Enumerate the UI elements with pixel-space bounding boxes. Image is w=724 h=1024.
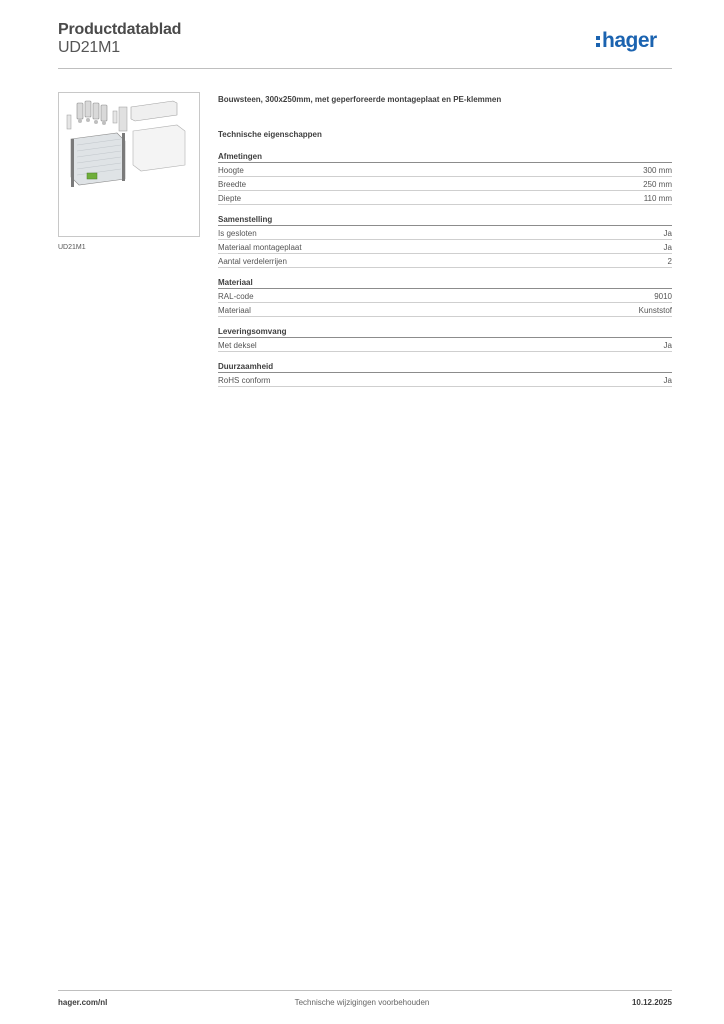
spec-row: [218, 338, 672, 352]
footer-date: 10.12.2025: [631, 998, 672, 1007]
spec-label: Met deksel: [218, 341, 257, 350]
spec-row: [218, 177, 672, 191]
product-code: UD21M1: [58, 39, 120, 56]
spec-heading: Technische eigenschappen: [218, 130, 322, 139]
spec-label: RoHS conform: [218, 376, 271, 385]
spec-row: [218, 226, 672, 240]
group-title: Duurzaamheid: [218, 361, 672, 373]
image-caption: UD21M1: [58, 244, 86, 251]
spec-label: Breedte: [218, 180, 247, 189]
hager-logo: [596, 27, 676, 55]
spec-row: [218, 254, 672, 268]
spec-group-samenstelling: [218, 214, 672, 268]
footer-divider: [58, 990, 672, 991]
footer-website-link[interactable]: hager.com/nl: [58, 998, 108, 1007]
spec-label: Diepte: [218, 194, 242, 203]
group-title: Afmetingen: [218, 151, 672, 163]
page-title: Productdatablad: [58, 21, 182, 38]
spec-row: [218, 240, 672, 254]
spec-row: [218, 303, 672, 317]
spec-label: Materiaal montageplaat: [218, 243, 302, 252]
spec-value: 110 mm: [643, 194, 672, 203]
spec-row: [218, 373, 672, 387]
spec-row: [218, 191, 672, 205]
spec-row: [218, 289, 672, 303]
spec-value: 250 mm: [643, 180, 672, 189]
footer-disclaimer: Technische wijzigingen voorbehouden: [294, 998, 430, 1007]
spec-value: Ja: [663, 376, 672, 385]
spec-group-leveringsomvang: [218, 326, 672, 352]
header-divider: [58, 68, 672, 69]
spec-value: Ja: [663, 341, 672, 350]
brand-text: hager: [602, 29, 657, 52]
spec-value: Kunststof: [638, 306, 672, 315]
spec-value: Ja: [663, 243, 672, 252]
spec-label: Hoogte: [218, 166, 244, 175]
spec-group-materiaal: [218, 277, 672, 317]
group-title: Leveringsomvang: [218, 326, 672, 338]
spec-row: [218, 163, 672, 177]
product-image: [58, 92, 200, 237]
spec-label: Materiaal: [218, 306, 251, 315]
group-title: Samenstelling: [218, 214, 672, 226]
spec-group-afmetingen: [218, 151, 672, 205]
spec-section: [218, 94, 672, 396]
group-title: Materiaal: [218, 277, 672, 289]
spec-value: 300 mm: [643, 166, 672, 175]
spec-value: 9010: [654, 292, 672, 301]
spec-label: RAL-code: [218, 292, 254, 301]
product-illustration: [59, 93, 199, 236]
spec-value: Ja: [663, 229, 672, 238]
spec-value: 2: [667, 257, 672, 266]
product-description: Bouwsteen, 300x250mm, met geperforeerde montageplaat en PE-klemmen: [218, 95, 502, 104]
spec-label: Is gesloten: [218, 229, 257, 238]
spec-group-duurzaamheid: [218, 361, 672, 387]
spec-label: Aantal verdelerrijen: [218, 257, 287, 266]
